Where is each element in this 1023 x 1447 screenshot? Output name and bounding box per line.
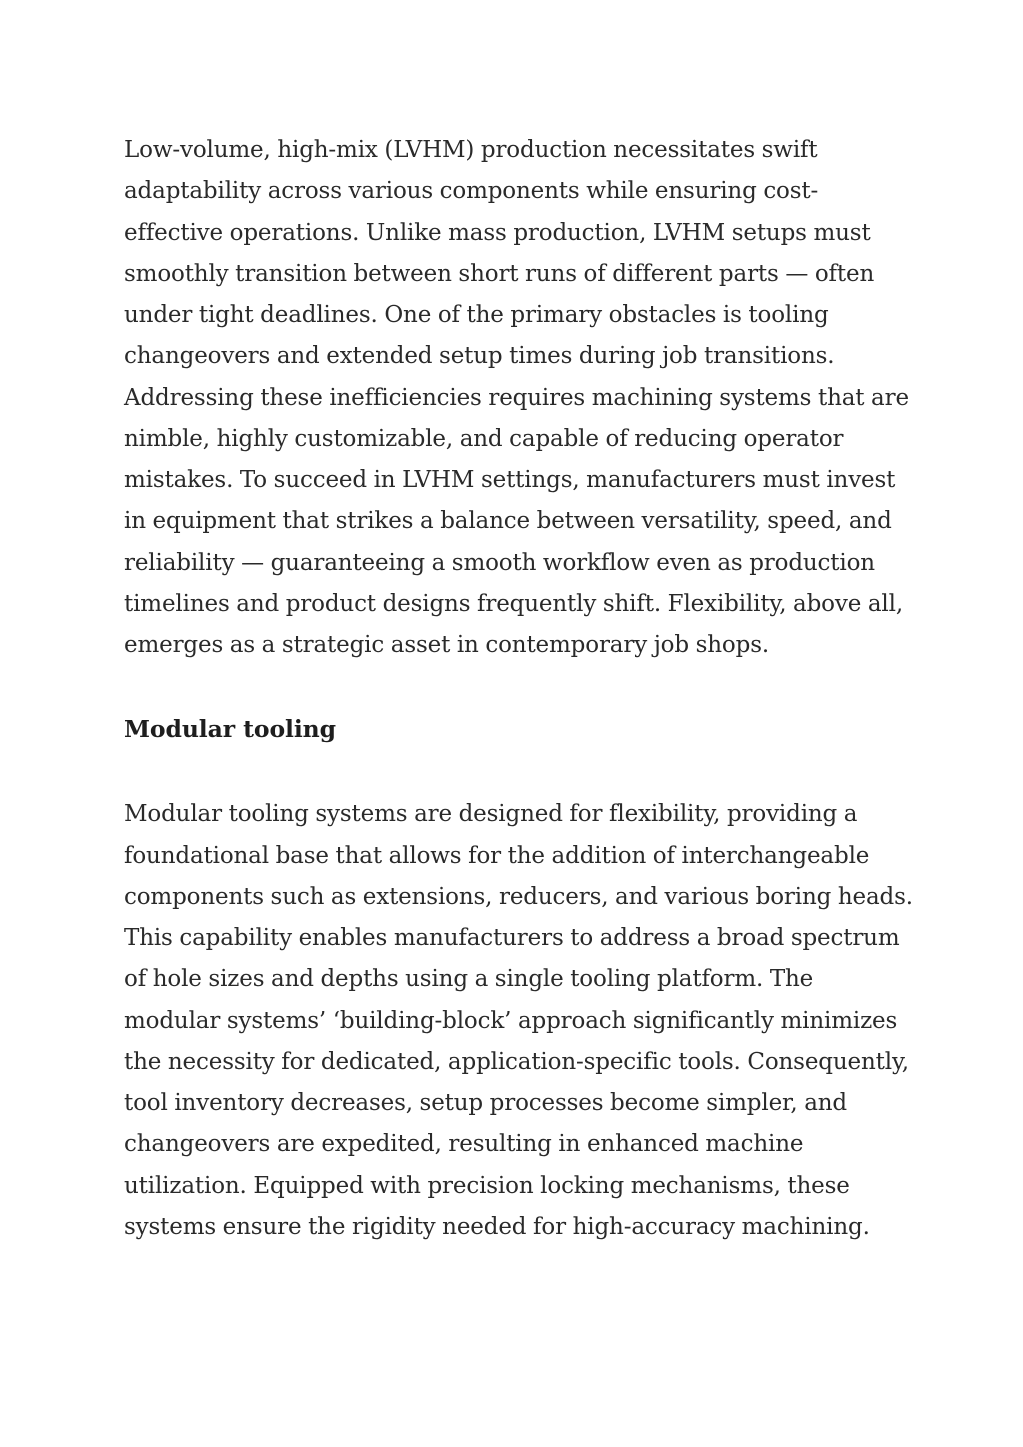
intro-paragraph: Low-volume, high-mix (LVHM) production necessitates swift adaptability across various components while ensuring cost-effective operations. Unlike mass production, LVHM setups must smoothly transition between short runs of different parts — often under tight deadlines. One of the primary obstacles is tooling changeovers and extended setup times during job transitions. Addressing these inefficiencies requires machining systems that are nimble, highly customizable, and capable of reducing operator mistakes. To succeed in LVHM settings, manufacturers must invest in equipment that strikes a balance between versatility, speed, and reliability — guaranteeing a smooth workflow even as production timelines and product designs frequently shift. Flexibility, above all, emerges as a strategic asset in contemporary job shops. (124, 137, 909, 658)
section-paragraph: Modular tooling systems are designed for flexibility, providing a foundational base that allows for the addition of interchangeable components such as extensions, reducers, and various boring heads. This capability enables manufacturers to address a broad spectrum of hole sizes and depths using a single tooling platform. The modular systems’ ‘building-block’ approach significantly minimizes the necessity for dedicated, application-specific tools. Consequently, tool inventory decreases, setup processes become simpler, and changeovers are expedited, resulting in enhanced machine utilization. Equipped with precision locking mechanisms, these systems ensure the rigidity needed for high-accuracy machining. (124, 801, 913, 1240)
article-body (124, 130, 914, 1248)
section-heading: Modular tooling (124, 715, 336, 744)
